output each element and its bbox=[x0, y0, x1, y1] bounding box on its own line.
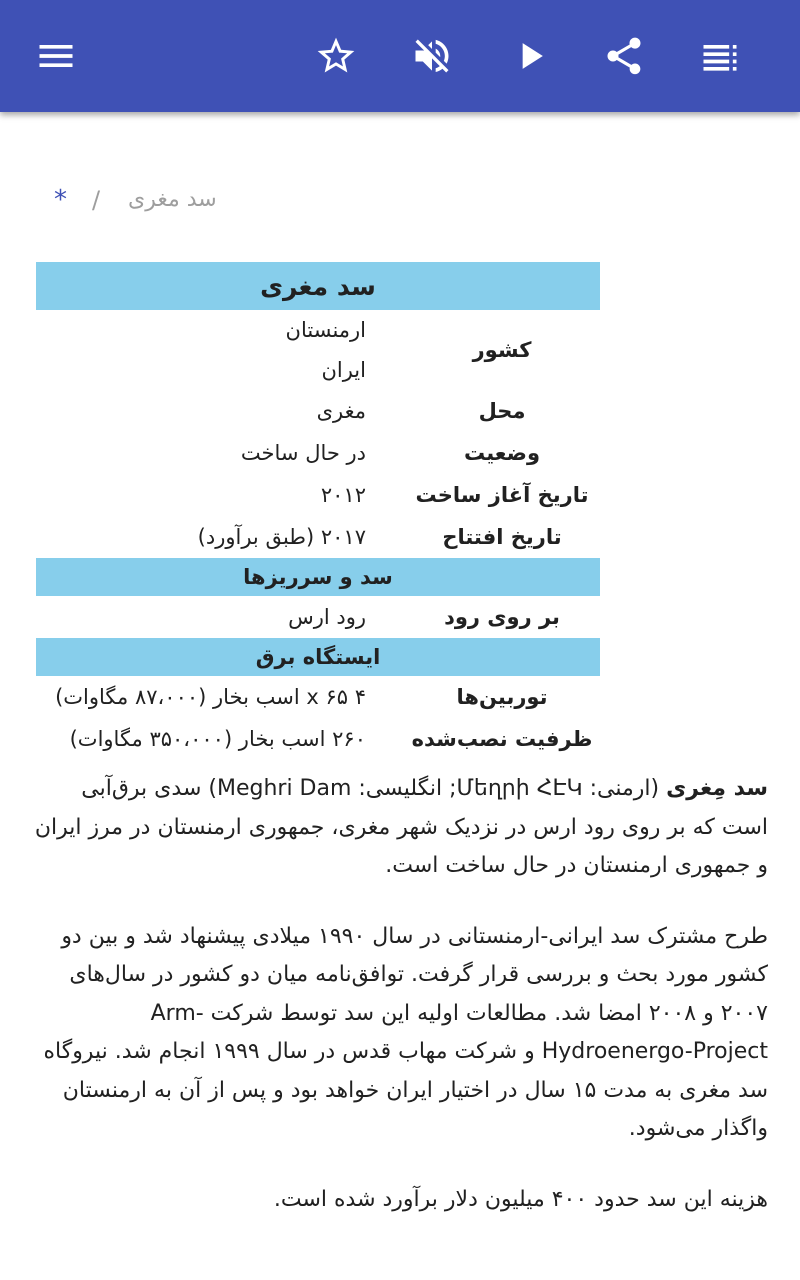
breadcrumb-separator: / bbox=[92, 186, 101, 214]
article-paragraph: طرح مشترک سد ایرانی-ارمنستانی در سال ۱۹۹۰ میلادی پیشنهاد شد و بین دو کشور مورد بحث و بررسی قرار گرفت. توافق‌نامه میان دو کشور در سال‌های ۲۰۰۷ و ۲۰۰۸ امضا شد. مطالعات اولیه این سد توسط شرکت Arm-Hydroenergo-Project و شرکت مهاب قدس در سال ۱۹۹۹ انجام شد. نیروگاه سد مغری به مدت ۱۵ سال در اختیار ایران خواهد بود و پس از آن به ارمنستان واگذار می‌شود. bbox=[43, 923, 768, 1141]
infobox-value bbox=[36, 516, 404, 558]
infobox-row-capacity bbox=[36, 718, 600, 760]
infobox-row-status bbox=[36, 432, 600, 474]
app-toolbar bbox=[0, 0, 800, 112]
breadcrumb-current: سد مغری bbox=[128, 187, 217, 212]
infobox bbox=[36, 262, 600, 760]
infobox-title: سد مغری bbox=[36, 262, 600, 310]
location-value[interactable]: مغری bbox=[316, 399, 366, 423]
infobox-value bbox=[36, 474, 404, 516]
infobox-label: محل bbox=[478, 399, 526, 423]
infobox-section-power: ایستگاه برق bbox=[36, 638, 600, 676]
infobox-row-construction bbox=[36, 474, 600, 516]
infobox-value bbox=[36, 390, 404, 432]
infobox-row-turbines bbox=[36, 676, 600, 718]
infobox-row-river bbox=[36, 596, 600, 638]
infobox-value bbox=[36, 310, 404, 390]
playlist-icon[interactable] bbox=[696, 32, 744, 80]
infobox-label: تاریخ افتتاح bbox=[442, 525, 562, 549]
infobox-label: وضعیت bbox=[464, 441, 541, 465]
infobox-value bbox=[36, 596, 404, 638]
infobox-label: ظرفیت نصب‌شده bbox=[411, 727, 593, 751]
infobox-label: تاریخ آغاز ساخت bbox=[415, 483, 589, 507]
article-body bbox=[32, 770, 768, 1251]
breadcrumb-home[interactable]: * bbox=[54, 185, 67, 215]
share-icon[interactable] bbox=[600, 32, 648, 80]
infobox-value bbox=[36, 718, 404, 760]
menu-icon[interactable] bbox=[32, 32, 80, 80]
river-value[interactable]: رود ارس bbox=[288, 605, 366, 629]
country-value-iran[interactable]: ایران bbox=[321, 358, 366, 382]
infobox-label: کشور bbox=[472, 338, 532, 362]
infobox-label: توربین‌ها bbox=[456, 685, 548, 709]
country-value-armenia[interactable]: ارمنستان bbox=[285, 318, 366, 342]
infobox-row-country bbox=[36, 310, 600, 390]
article-paragraph bbox=[32, 770, 768, 886]
play-icon[interactable] bbox=[506, 32, 554, 80]
opening-value: ۲۰۱۷ (طبق برآورد) bbox=[197, 525, 366, 549]
infobox-value bbox=[36, 676, 404, 718]
infobox-value bbox=[36, 432, 404, 474]
breadcrumb bbox=[0, 180, 800, 220]
infobox-row-opening bbox=[36, 516, 600, 558]
construction-value: ۲۰۱۲ bbox=[320, 483, 366, 507]
capacity-value: ۲۶۰ اسب بخار (۳۵۰،۰۰۰ مگاوات) bbox=[69, 727, 366, 751]
infobox-row-location bbox=[36, 390, 600, 432]
status-value: در حال ساخت bbox=[240, 441, 366, 465]
article-intro-text: (ارمنی: Մեղրի ՀԷԿ; انگلیسی: Meghri Dam) سدی برق‌آبی است که بر روی رود ارس در نزدیک شهر مغری، جمهوری ارمنستان در مرز ایران و جمهوری ارمنستان در حال ساخت است. bbox=[34, 776, 768, 878]
volume-off-icon[interactable] bbox=[408, 32, 456, 80]
star-outline-icon[interactable] bbox=[312, 32, 360, 80]
turbines-value: ۴ x ۶۵ اسب بخار (۸۷،۰۰۰ مگاوات) bbox=[55, 685, 366, 709]
article-subject: سد مِغری bbox=[666, 776, 768, 801]
infobox-label: بر روی رود bbox=[444, 605, 560, 629]
infobox-section-dam: سد و سرریزها bbox=[36, 558, 600, 596]
article-paragraph: هزینه این سد حدود ۴۰۰ میلیون دلار برآورد شده است. bbox=[273, 1186, 768, 1212]
